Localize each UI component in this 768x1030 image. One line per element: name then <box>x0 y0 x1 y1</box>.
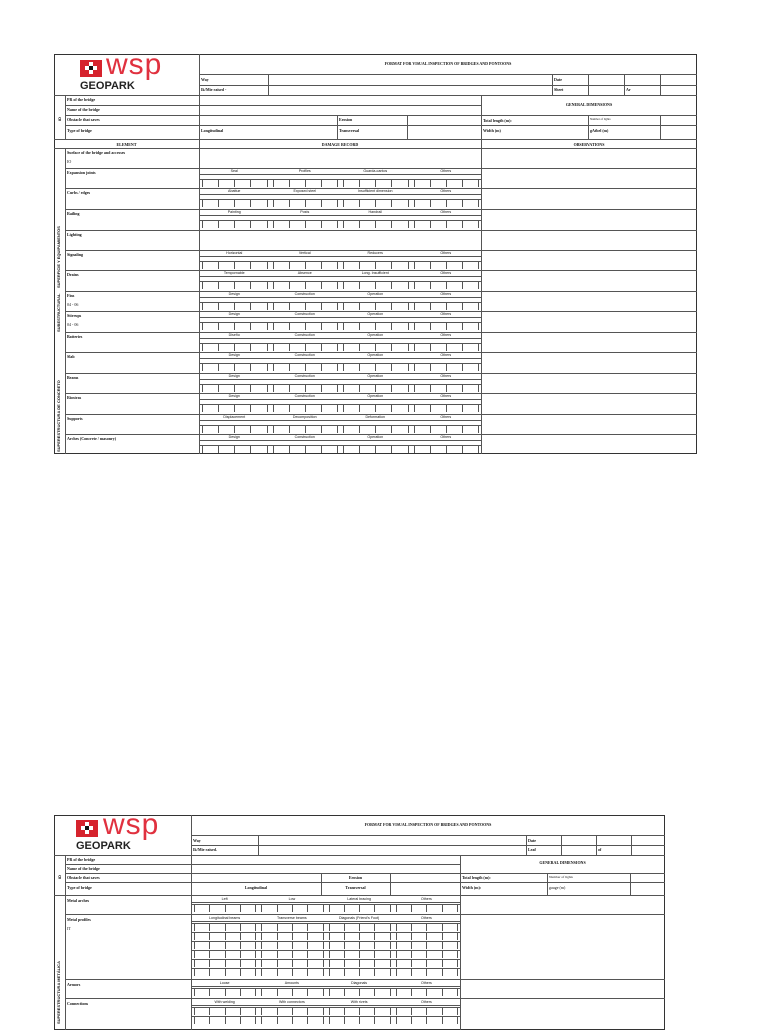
damage-checkbox-grid[interactable] <box>396 988 457 996</box>
damage-checkbox-grid[interactable] <box>329 959 390 967</box>
option-divider <box>191 1005 460 1006</box>
damage-option: Exposed steel <box>293 189 317 193</box>
grid-line <box>199 363 481 364</box>
element-label: Slab <box>67 354 75 359</box>
damage-checkbox-grid[interactable] <box>202 261 267 269</box>
grid-line <box>191 932 460 933</box>
damage-option: Vertical <box>298 251 311 255</box>
damage-checkbox-grid[interactable] <box>202 445 267 453</box>
damage-option: Painting <box>227 210 241 214</box>
geopark-cross-icon <box>76 820 98 837</box>
option-divider <box>199 399 481 400</box>
way-label-2: Way <box>193 838 201 843</box>
grid-line <box>191 904 460 905</box>
option-divider <box>199 379 481 380</box>
element-label: Supports <box>67 416 83 421</box>
damage-checkbox-grid[interactable] <box>202 322 267 330</box>
damage-checkbox-grid[interactable] <box>343 261 408 269</box>
gauge-label: gAtbel (m) <box>590 128 609 133</box>
damage-option: Design <box>228 394 240 398</box>
type-bridge-label-2: Type of bridge <box>67 885 92 890</box>
damage-option: Design <box>228 374 240 378</box>
damage-checkbox-grid[interactable] <box>261 941 322 949</box>
grid-line <box>199 343 481 344</box>
damage-option: Design <box>228 353 240 357</box>
damage-checkbox-grid[interactable] <box>194 923 255 931</box>
damage-checkbox-grid[interactable] <box>273 343 338 351</box>
damage-checkbox-grid[interactable] <box>396 950 457 958</box>
element-label: Surface of the bridge and accesses <box>67 150 126 155</box>
element-label: Railing <box>67 211 80 216</box>
grid-line <box>191 968 460 969</box>
grid-line <box>199 261 481 262</box>
damage-checkbox-grid[interactable] <box>261 959 322 967</box>
damage-checkbox-grid[interactable] <box>414 281 479 289</box>
damage-option: Displacement <box>223 415 246 419</box>
damage-checkbox-grid[interactable] <box>396 1016 457 1024</box>
damage-checkbox-grid[interactable] <box>396 1007 457 1015</box>
element-label: Lighting <box>67 232 82 237</box>
damage-checkbox-grid[interactable] <box>414 384 479 392</box>
damage-checkbox-grid[interactable] <box>273 220 338 228</box>
name-bridge-label-2: Name of the bridge <box>67 866 100 871</box>
damage-option: Others <box>440 271 452 275</box>
damage-checkbox-grid[interactable] <box>261 950 322 958</box>
width-label-2: Width (m): <box>462 885 482 890</box>
damage-option: Guarda-cantos <box>363 169 388 173</box>
option-divider <box>199 174 481 175</box>
pr-bridge-label-2: PR of the bridge <box>67 857 96 862</box>
damage-checkbox-grid[interactable] <box>343 445 408 453</box>
damage-option: Deformation <box>365 415 386 419</box>
grid-line <box>191 950 460 951</box>
element-label: Batteries <box>67 334 83 339</box>
damage-option: Operation <box>367 292 384 296</box>
damage-option: Construction <box>294 333 315 337</box>
damage-option: Construction <box>294 394 315 398</box>
damage-option: Others <box>440 189 452 193</box>
option-divider <box>199 215 481 216</box>
damage-option: Construction <box>294 312 315 316</box>
longitudinal-label-2: Longitudinal <box>244 885 268 890</box>
damage-checkbox-grid[interactable] <box>396 941 457 949</box>
damage-option: Others <box>420 897 432 901</box>
id-label-2: ID <box>57 875 62 879</box>
damage-option: Left <box>221 897 228 901</box>
damage-checkbox-grid[interactable] <box>273 322 338 330</box>
marker-label-2: Ik/Mie raised. <box>193 847 217 852</box>
grid-line <box>199 322 481 323</box>
damage-checkbox-grid[interactable] <box>202 281 267 289</box>
damage-option: Long. Insufficient <box>361 271 389 275</box>
erosion-label-2: Erosion <box>348 875 363 880</box>
damage-checkbox-grid[interactable] <box>273 302 338 310</box>
damage-option: Diagonals <box>351 981 368 985</box>
damage-checkbox-grid[interactable] <box>343 425 408 433</box>
option-divider <box>199 440 481 441</box>
metal-arches-label: Metal arches <box>67 898 90 903</box>
damage-option: Others <box>440 292 452 296</box>
damage-checkbox-grid[interactable] <box>414 261 479 269</box>
damage-checkbox-grid[interactable] <box>194 1016 255 1024</box>
damage-option: Others <box>440 251 452 255</box>
damage-checkbox-grid[interactable] <box>261 923 322 931</box>
option-divider <box>191 986 460 987</box>
damage-option: Others <box>440 415 452 419</box>
damage-checkbox-grid[interactable] <box>414 404 479 412</box>
damage-checkbox-grid[interactable] <box>343 179 408 187</box>
damage-checkbox-grid[interactable] <box>273 363 338 371</box>
damage-option: Operation <box>367 374 384 378</box>
option-divider <box>191 921 460 922</box>
element-label: Curbs / edges <box>67 190 91 195</box>
damage-option: Operation <box>367 353 384 357</box>
marker-label: Ik/Mie raised - <box>201 87 227 92</box>
damage-checkbox-grid[interactable] <box>343 199 408 207</box>
width-label: Width (m) <box>483 128 501 133</box>
damage-checkbox-grid[interactable] <box>273 445 338 453</box>
connections-label: Connections <box>67 1001 89 1006</box>
leaf-label: Leaf <box>528 847 536 852</box>
damage-checkbox-grid[interactable] <box>343 322 408 330</box>
damage-option: With welding <box>214 1000 235 1004</box>
transversal-label: Transversal <box>339 128 360 133</box>
damage-checkbox-grid[interactable] <box>396 904 457 912</box>
option-divider <box>199 420 481 421</box>
way-label: Way <box>201 77 209 82</box>
option-divider <box>199 338 481 339</box>
damage-checkbox-grid[interactable] <box>329 923 390 931</box>
damage-option: Amounts <box>284 981 299 985</box>
damage-option: Others <box>420 981 432 985</box>
of-label-2: of <box>598 847 602 852</box>
damage-option: Design <box>228 292 240 296</box>
grid-line <box>199 281 481 282</box>
damage-option: Diagonals (Friend's Foot) <box>339 916 380 920</box>
damage-checkbox-grid[interactable] <box>396 959 457 967</box>
erosion-label: Erosion <box>339 117 353 122</box>
damage-checkbox-grid[interactable] <box>329 950 390 958</box>
damage-checkbox-grid[interactable] <box>414 220 479 228</box>
damage-option: Loose <box>219 981 230 985</box>
damage-checkbox-grid[interactable] <box>273 384 338 392</box>
wsp-logo: wsp <box>106 48 163 81</box>
damage-checkbox-grid[interactable] <box>396 932 457 940</box>
damage-option: Others <box>440 210 452 214</box>
grid-line <box>199 384 481 385</box>
damage-checkbox-grid[interactable] <box>396 923 457 931</box>
damage-checkbox-grid[interactable] <box>261 904 322 912</box>
number-lights-label: Number of lights <box>590 117 611 121</box>
damage-option: Handrail <box>368 210 382 214</box>
gauge-label-2: gauge (m) <box>549 885 566 890</box>
of-label: Ar <box>626 87 631 92</box>
element-label: Riostras <box>67 395 82 400</box>
element-label: Fins <box>67 293 75 298</box>
grid-line <box>199 220 481 221</box>
damage-checkbox-grid[interactable] <box>329 904 390 912</box>
obstacle-label: Obstacle that saves <box>67 117 100 122</box>
damage-checkbox-grid[interactable] <box>273 281 338 289</box>
element-sub-label: 04 - 06 <box>67 322 79 327</box>
damage-checkbox-grid[interactable] <box>343 220 408 228</box>
metal-profiles-sub: IT <box>67 926 71 931</box>
geopark-cross-icon <box>80 60 102 77</box>
section-subestructura: SUBESTRUCTURAL <box>56 293 61 332</box>
observations-header: OBSERVATIONS <box>573 142 605 147</box>
element-header: ELEMENT <box>116 142 137 147</box>
damage-checkbox-grid[interactable] <box>194 932 255 940</box>
id-label: ID <box>57 117 62 121</box>
damage-checkbox-grid[interactable] <box>202 179 267 187</box>
damage-option: Horizontal <box>226 251 243 255</box>
date-label-2: Date <box>528 838 536 843</box>
wsp-logo: wsp <box>103 808 160 841</box>
damage-checkbox-grid[interactable] <box>396 968 457 976</box>
damage-option: Lateral bracing <box>347 897 372 901</box>
damage-checkbox-grid[interactable] <box>273 179 338 187</box>
pr-bridge-label: PR of the bridge <box>67 97 96 102</box>
name-bridge-label: Name of the bridge <box>67 107 100 112</box>
grid-line <box>199 404 481 405</box>
damage-checkbox-grid[interactable] <box>261 1007 322 1015</box>
damage-checkbox-grid[interactable] <box>261 988 322 996</box>
damage-checkbox-grid[interactable] <box>194 968 255 976</box>
damage-checkbox-grid[interactable] <box>329 968 390 976</box>
damage-checkbox-grid[interactable] <box>202 220 267 228</box>
general-dimensions-label: GENERAL DIMENSIONS <box>565 102 613 107</box>
element-label: Beams <box>67 375 79 380</box>
damage-checkbox-grid[interactable] <box>343 404 408 412</box>
section-superestructura: SUPERESTRUCTURA DE CONCRETO <box>56 380 61 452</box>
damage-checkbox-grid[interactable] <box>414 363 479 371</box>
damage-option: With rivets <box>350 1000 368 1004</box>
grid-line <box>191 1016 460 1017</box>
damage-option: Tempornable <box>223 271 245 275</box>
damage-option: Reducers <box>367 251 383 255</box>
grid-line <box>199 179 481 180</box>
section-metal: SUPERESTRUCTURA METÁLICA <box>56 961 61 1024</box>
grid-line <box>199 445 481 446</box>
option-divider <box>199 358 481 359</box>
damage-option: Others <box>440 394 452 398</box>
damage-checkbox-grid[interactable] <box>194 959 255 967</box>
sheet-label: Sheet <box>554 87 564 92</box>
damage-option: Others <box>440 374 452 378</box>
damage-checkbox-grid[interactable] <box>194 950 255 958</box>
damage-option: Construction <box>294 435 315 439</box>
grid-line <box>199 425 481 426</box>
total-length-label: Total length (m): <box>483 118 512 123</box>
damage-checkbox-grid[interactable] <box>343 281 408 289</box>
option-divider <box>199 194 481 195</box>
damage-option: Operation <box>367 435 384 439</box>
damage-option: Others <box>440 169 452 173</box>
damage-checkbox-grid[interactable] <box>329 1007 390 1015</box>
option-divider <box>199 297 481 298</box>
damage-option: Others <box>440 435 452 439</box>
element-label: Expansion joints <box>67 170 96 175</box>
damage-option: Diseño <box>228 333 240 337</box>
grid-line <box>199 199 481 200</box>
transversal-label-2: Transversal <box>345 885 366 890</box>
damage-checkbox-grid[interactable] <box>202 363 267 371</box>
damage-checkbox-grid[interactable] <box>343 363 408 371</box>
damage-checkbox-grid[interactable] <box>273 261 338 269</box>
damage-checkbox-grid[interactable] <box>414 445 479 453</box>
grid-line <box>191 959 460 960</box>
damage-option: Others <box>420 1000 432 1004</box>
damage-checkbox-grid[interactable] <box>414 199 479 207</box>
damage-checkbox-grid[interactable] <box>202 425 267 433</box>
element-label: Drains <box>67 272 79 277</box>
damage-option: Longitudinal beams <box>209 916 241 920</box>
damage-checkbox-grid[interactable] <box>343 302 408 310</box>
damage-option: Construction <box>294 353 315 357</box>
form-2-title: FORMAT FOR VISUAL INSPECTION OF BRIDGES AND PONTOONS <box>364 822 492 827</box>
damage-checkbox-grid[interactable] <box>202 199 267 207</box>
element-label: Arches (Concrete / masonry) <box>67 436 117 441</box>
row-divider <box>65 230 697 231</box>
geopark-logo-text: GEOPARK <box>80 80 135 92</box>
damage-option: Design <box>228 435 240 439</box>
damage-checkbox-grid[interactable] <box>343 343 408 351</box>
damage-option: Others <box>440 333 452 337</box>
damage-option: Others <box>440 312 452 316</box>
option-divider <box>199 276 481 277</box>
obstacle-label-2: Obstacle that saves <box>67 875 100 880</box>
damage-option: Low <box>288 897 296 901</box>
option-divider <box>199 256 481 257</box>
damage-checkbox-grid[interactable] <box>202 302 267 310</box>
element-label: Stirrups <box>67 313 82 318</box>
damage-option: Transverse beams <box>277 916 307 920</box>
damage-checkbox-grid[interactable] <box>414 322 479 330</box>
date-label: Date <box>554 77 562 82</box>
damage-checkbox-grid[interactable] <box>261 1016 322 1024</box>
damage-option: With connectors <box>278 1000 305 1004</box>
damage-checkbox-grid[interactable] <box>194 904 255 912</box>
damage-checkbox-grid[interactable] <box>273 199 338 207</box>
damage-option: Operation <box>367 333 384 337</box>
general-dimensions-label-2: GENERAL DIMENSIONS <box>539 860 586 865</box>
damage-option: Decomposition <box>292 415 317 419</box>
armors-label: Armors <box>67 982 81 987</box>
grid-line <box>191 941 460 942</box>
number-lights-label-2: Number of lights <box>549 875 573 879</box>
section-superficie: SUPERFICIE Y EQUIPAMIENTOS <box>56 226 61 288</box>
element-label: Signaling <box>67 252 84 257</box>
grid-line <box>191 923 460 924</box>
metal-profiles-label: Metal profiles <box>67 917 91 922</box>
total-length-label-2: Total length (m): <box>462 875 491 880</box>
damage-option: Posts <box>300 210 310 214</box>
damage-checkbox-grid[interactable] <box>202 384 267 392</box>
damage-checkbox-grid[interactable] <box>343 384 408 392</box>
grid-line <box>199 302 481 303</box>
damage-option: Seal <box>230 169 238 173</box>
damage-checkbox-grid[interactable] <box>273 404 338 412</box>
damage-checkbox-grid[interactable] <box>273 425 338 433</box>
damage-option: Construction <box>294 292 315 296</box>
damage-checkbox-grid[interactable] <box>194 941 255 949</box>
damage-option: Others <box>420 916 432 920</box>
damage-option: Absence <box>297 271 312 275</box>
geopark-logo-text: GEOPARK <box>76 840 131 852</box>
damage-checkbox-grid[interactable] <box>414 343 479 351</box>
damage-option: Design <box>228 312 240 316</box>
grid-line <box>191 1007 460 1008</box>
damage-checkbox-grid[interactable] <box>261 932 322 940</box>
damage-checkbox-grid[interactable] <box>414 179 479 187</box>
damage-option: Construction <box>294 374 315 378</box>
damage-checkbox-grid[interactable] <box>414 425 479 433</box>
element-sub-label: 04 - 06 <box>67 302 79 307</box>
damage-checkbox-grid[interactable] <box>329 932 390 940</box>
type-bridge-label: Type of bridge <box>67 128 92 133</box>
option-divider <box>191 902 460 903</box>
damage-checkbox-grid[interactable] <box>329 941 390 949</box>
damage-checkbox-grid[interactable] <box>194 1007 255 1015</box>
damage-checkbox-grid[interactable] <box>329 1016 390 1024</box>
damage-option: Others <box>440 353 452 357</box>
damage-checkbox-grid[interactable] <box>194 988 255 996</box>
damage-record-header: DAMAGE RECORD <box>321 142 359 147</box>
element-sub-label: IO <box>67 159 72 164</box>
form-1-title: FORMAT FOR VISUAL INSPECTION OF BRIDGES AND PONTOONS <box>384 61 512 66</box>
damage-checkbox-grid[interactable] <box>414 302 479 310</box>
damage-option: Insufficient dimension <box>358 189 393 193</box>
grid-line <box>191 988 460 989</box>
damage-option: Abattue <box>228 189 241 193</box>
longitudinal-label: Longitudinal <box>201 128 224 133</box>
damage-checkbox-grid[interactable] <box>202 404 267 412</box>
damage-checkbox-grid[interactable] <box>261 968 322 976</box>
damage-checkbox-grid[interactable] <box>329 988 390 996</box>
damage-option: Profiles <box>298 169 311 173</box>
damage-option: Operation <box>367 394 384 398</box>
option-divider <box>199 317 481 318</box>
damage-checkbox-grid[interactable] <box>202 343 267 351</box>
damage-option: Operation <box>367 312 384 316</box>
